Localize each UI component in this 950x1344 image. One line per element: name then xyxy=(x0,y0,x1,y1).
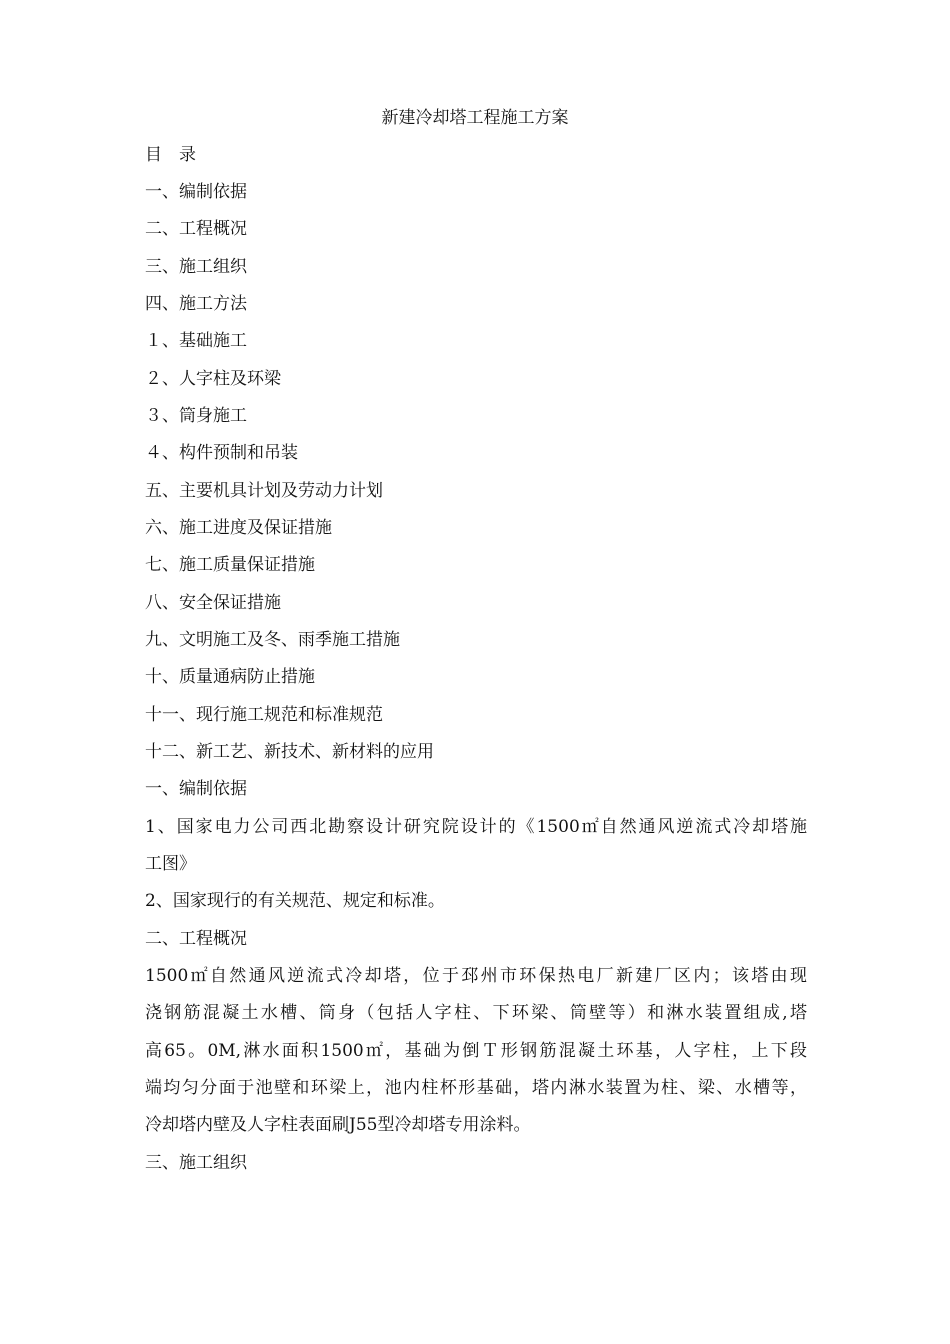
paragraph-line: 高65。0M,淋水面积1500㎡，基础为倒Ｔ形钢筋混凝土环基，人字柱，上下段 xyxy=(145,1041,807,1061)
paragraph-line: 端均匀分面于池壁和环梁上，池内柱杯形基础，塔内淋水装置为柱、梁、水槽等， xyxy=(145,1078,807,1098)
toc-item: １、基础施工 xyxy=(145,331,247,351)
toc-item: ４、构件预制和吊装 xyxy=(145,443,298,463)
section-heading: 一、编制依据 xyxy=(145,779,247,799)
toc-item: 一、编制依据 xyxy=(145,182,247,202)
toc-item: 九、文明施工及冬、雨季施工措施 xyxy=(145,630,400,650)
toc-item: ３、筒身施工 xyxy=(145,406,247,426)
toc-item: 六、施工进度及保证措施 xyxy=(145,518,332,538)
paragraph-line: 1500㎡自然通风逆流式冷却塔，位于邳州市环保热电厂新建厂区内；该塔由现 xyxy=(145,966,807,986)
toc-item: 七、施工质量保证措施 xyxy=(145,555,315,575)
toc-heading: 目 录 xyxy=(145,145,196,165)
toc-item: 八、安全保证措施 xyxy=(145,593,281,613)
section-heading: 三、施工组织 xyxy=(145,1153,247,1173)
toc-item: 十一、现行施工规范和标准规范 xyxy=(145,705,383,725)
section-heading: 二、工程概况 xyxy=(145,929,247,949)
toc-item: ２、人字柱及环梁 xyxy=(145,369,281,389)
toc-item: 二、工程概况 xyxy=(145,219,247,239)
paragraph-line: 浇钢筋混凝土水槽、筒身（包括人字柱、下环梁、筒壁等）和淋水装置组成,塔 xyxy=(145,1003,807,1023)
toc-item: 十、质量通病防止措施 xyxy=(145,667,315,687)
toc-item: 四、施工方法 xyxy=(145,294,247,314)
paragraph-line: 冷却塔内壁及人字柱表面刷J55型冷却塔专用涂料。 xyxy=(145,1115,531,1135)
document-title: 新建冷却塔工程施工方案 xyxy=(381,108,569,128)
toc-item: 十二、新工艺、新技术、新材料的应用 xyxy=(145,742,434,762)
paragraph-line: 2、国家现行的有关规范、规定和标准。 xyxy=(145,891,445,911)
paragraph-line: 工图》 xyxy=(145,854,196,874)
paragraph-line: 1、国家电力公司西北勘察设计研究院设计的《1500㎡自然通风逆流式冷却塔施 xyxy=(145,817,807,837)
toc-item: 三、施工组织 xyxy=(145,257,247,277)
toc-item: 五、主要机具计划及劳动力计划 xyxy=(145,481,383,501)
